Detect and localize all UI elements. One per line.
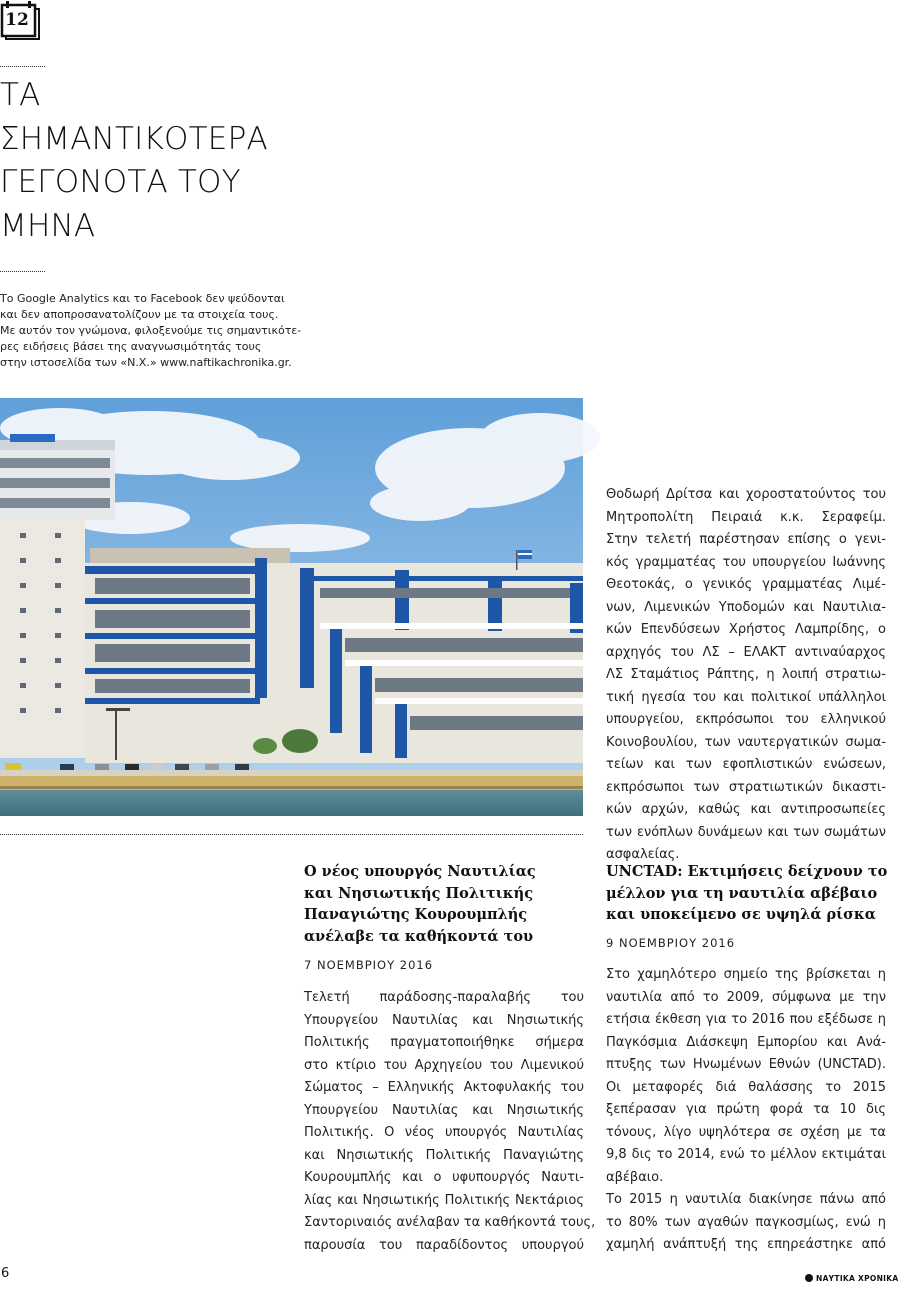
- article-minister-title: [304, 861, 584, 947]
- text-line: τική ηγεσία του και πολιτικοί υπάλληλοι: [606, 689, 886, 705]
- page-title-line: ΤΑ: [0, 77, 41, 113]
- footer-brand-text: ΝΑΥΤΙΚΑ ΧΡΟΝΙΚΑ: [816, 1274, 899, 1283]
- divider-top: [0, 66, 45, 67]
- divider-photo: [0, 834, 583, 835]
- text-line: παρουσία του παραδίδοντος υπουργού: [304, 1237, 584, 1253]
- headquarters-photo: [0, 398, 583, 816]
- text-line: υπουργείου, εκπρόσωποι του ελληνικού: [606, 712, 886, 727]
- text-line: Μητροπολίτη Πειραιά κ.κ. Σεραφείμ.: [606, 509, 886, 525]
- article-unctad-title: [606, 861, 886, 926]
- text-line: Πολιτικής. Ο νέος υπουργός Ναυτιλίας: [304, 1125, 584, 1140]
- building-illustration: [0, 398, 583, 816]
- text-line: Στο χαμηλότερο σημείο της βρίσκεται η: [606, 967, 886, 982]
- footer-brand: [805, 1274, 899, 1283]
- text-line: πτυξης των Ηνωμένων Εθνών (UNCTAD).: [606, 1057, 886, 1072]
- text-line: Στην τελετή παρέστησαν επίσης ο γενι-: [606, 532, 886, 547]
- text-line: Τελετή παράδοσης-παραλαβής του: [304, 990, 584, 1005]
- text-line: Πολιτικής πραγματοποιήθηκε σήμερα: [304, 1035, 584, 1050]
- calendar-day-number: 12: [5, 10, 29, 30]
- article-minister-date: 7 ΝΟΕΜΒΡΙΟΥ 2016: [304, 958, 434, 972]
- article-minister-body: [304, 987, 596, 1257]
- calendar-icon: [1, 1, 41, 39]
- title-line: μέλλον για τη ναυτιλία αβέβαιο: [606, 884, 878, 902]
- text-line: κών Επενδύσεων Χρήστος Λαμπρίδης, ο: [606, 622, 886, 637]
- text-line: Σαντοριναιός ανέλαβαν τα καθήκοντά τους,: [304, 1215, 596, 1230]
- text-line: Κοινοβουλίου, των ναυτεργατικών σωμα-: [606, 734, 886, 750]
- article-unctad-date: 9 ΝΟΕΜΒΡΙΟΥ 2016: [606, 936, 736, 950]
- text-line: τείων και των εφοπλιστικών ενώσεων,: [606, 757, 886, 772]
- text-line: αρχηγός του ΛΣ – ΕΛΑΚΤ αντιναύαρχος: [606, 644, 886, 660]
- title-line: Ο νέος υπουργός Ναυτιλίας: [304, 863, 536, 880]
- page-title-line: ΣΗΜΑΝΤΙΚΟΤΕΡΑ: [0, 120, 268, 157]
- text-line: ναυτιλία από το 2009, σύμφωνα με την: [606, 989, 886, 1005]
- text-line: Κουρουμπλής και ο υφυπουργός Ναυτι-: [304, 1170, 584, 1185]
- title-line: Παναγιώτης Κουρουμπλής: [304, 906, 528, 923]
- text-line: Θεοτοκάς, ο γενικός γραμματέας Λιμέ-: [606, 577, 886, 592]
- brand-logo-icon: [805, 1274, 813, 1282]
- text-line: ξεπέρασαν για πρώτη φορά τα 10 δις: [606, 1102, 886, 1117]
- text-line: ετήσια έκθεση για το 2016 που εξέδωσε η: [606, 1012, 886, 1027]
- article-unctad-body: [606, 964, 886, 1257]
- text-line: στο κτίριο του Αρχηγείου του Λιμενικού: [304, 1057, 584, 1073]
- text-line: των ενόπλων δυνάμεων και των σωμάτων: [606, 824, 886, 840]
- text-line: ΛΣ Σταμάτιος Ράπτης, η λοιπή στρατιω-: [606, 667, 886, 682]
- intro-line: Το Google Analytics και το Facebook δεν ψεύδονται: [0, 292, 285, 305]
- text-line: Σώματος – Ελληνικής Ακτοφυλακής του: [304, 1080, 584, 1095]
- page-title-line: ΜΗΝΑ: [0, 207, 96, 244]
- page-title-line: ΓΕΓΟΝΟΤΑ ΤΟΥ: [0, 164, 241, 200]
- page-title: [0, 74, 320, 248]
- text-line: 9,8 δις το 2014, ενώ το μέλλον εκτιμάται: [606, 1147, 886, 1162]
- text-line: λίας και Νησιωτικής Πολιτικής Νεκτάριος: [304, 1192, 584, 1208]
- text-line: εκπρόσωποι των στρατιωτικών δικαστι-: [606, 779, 886, 795]
- text-line: Υπουργείου Ναυτιλίας και Νησιωτικής: [304, 1012, 584, 1028]
- text-line: Υπουργείου Ναυτιλίας και Νησιωτικής: [304, 1102, 584, 1118]
- divider-intro: [0, 271, 45, 272]
- text-line: και Νησιωτικής Πολιτικής Παναγιώτης: [304, 1147, 584, 1163]
- title-line: και Νησιωτικής Πολιτικής: [304, 884, 534, 902]
- text-line: κών αρχών, καθώς και αντιπροσωπείες: [606, 802, 886, 817]
- title-line: ανέλαβε τα καθήκοντά του: [304, 927, 534, 945]
- text-line: χαμηλή ανάπτυξή της επηρεάστηκε από: [606, 1237, 886, 1252]
- intro-line: ρες ειδήσεις βάσει της αναγνωσιμότητάς τους: [0, 340, 262, 353]
- text-line: ασφαλείας.: [606, 847, 680, 862]
- title-line: και υποκείμενο σε υψηλά ρίσκα: [606, 906, 876, 923]
- text-line: αβέβαιο.: [606, 1169, 664, 1185]
- text-line: Παγκόσμια Διάσκεψη Εμπορίου και Ανά-: [606, 1034, 886, 1050]
- text-line: Θοδωρή Δρίτσα και χοροστατούντος του: [606, 487, 886, 502]
- page-number: 6: [1, 1266, 10, 1281]
- intro-line: στην ιστοσελίδα των «Ν.Χ.» www.naftikachronika.gr.: [0, 356, 292, 369]
- text-line: κός γραμματέας του υπουργείου Ιωάννης: [606, 554, 886, 570]
- text-line: Οι μεταφορές διά θαλάσσης το 2015: [606, 1079, 886, 1095]
- continued-article-text: [606, 484, 886, 867]
- intro-text: [0, 291, 302, 371]
- intro-line: Με αυτόν τον γνώμονα, φιλοξενούμε τις σημαντικότε-: [0, 324, 302, 337]
- title-line: UNCTAD: Εκτιμήσεις δείχνουν το: [606, 863, 888, 880]
- text-line: νων, Λιμενικών Υποδομών και Ναυτιλια-: [606, 599, 886, 615]
- text-line: το 80% των αγαθών παγκοσμίως, ενώ η: [606, 1214, 886, 1230]
- text-line: Το 2015 η ναυτιλία διακίνησε πάνω από: [606, 1192, 886, 1207]
- intro-line: και δεν αποπροσανατολίζουν με τα στοιχεία τους.: [0, 308, 279, 321]
- text-line: τόνους, λίγο υψηλότερα σε σχέση με τα: [606, 1124, 886, 1140]
